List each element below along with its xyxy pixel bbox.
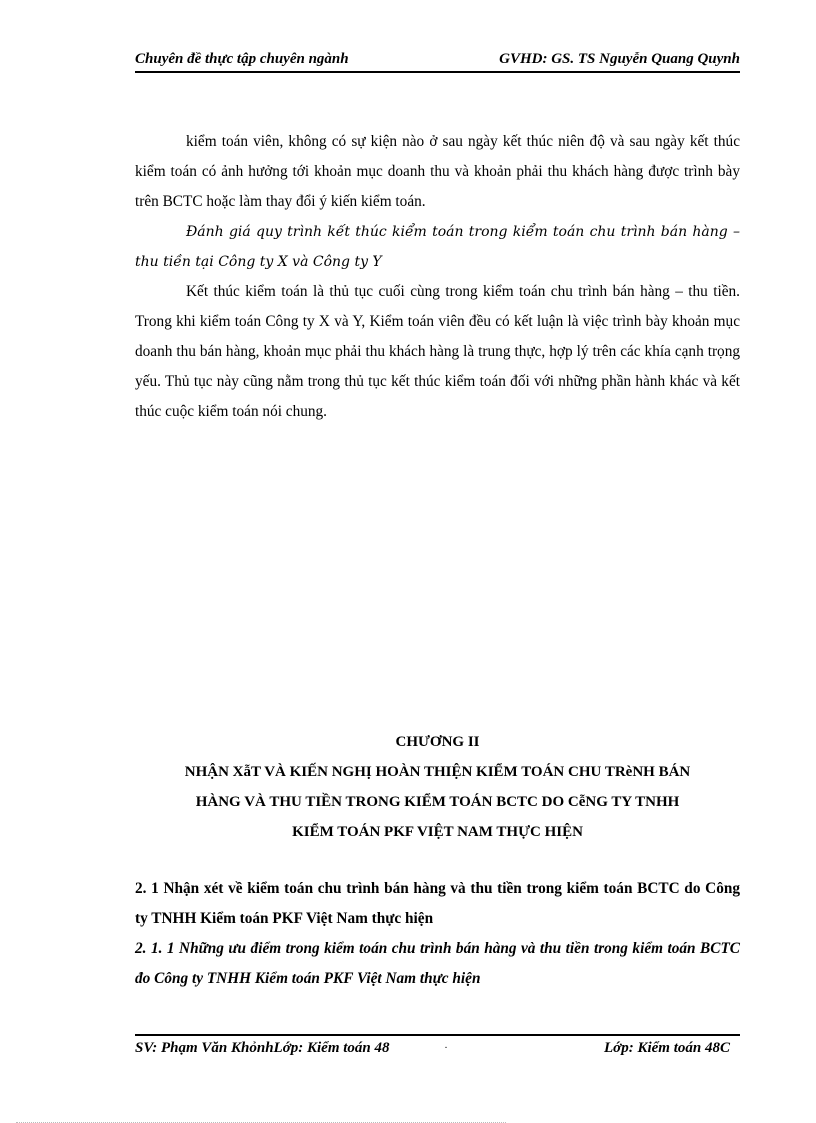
footer-dot: . xyxy=(445,1040,448,1051)
header-supervisor: GVHD: GS. TS Nguyễn Quang Quynh xyxy=(499,51,740,67)
section-heading-2-1-1: 2. 1. 1 Những ưu điểm trong kiểm toán chu trình bán hàng và thu tiền trong kiểm toán BCTC đo Công ty TNHH Kiểm toán PKF Việt Nam thực hiện xyxy=(135,940,740,987)
header-document-title: Chuyên đề thực tập chuyên ngành xyxy=(135,51,349,67)
page-footer xyxy=(135,1040,740,1062)
chapter-title-line: NHẬN XẫT VÀ KIẾN NGHỊ HOÀN THIỆN KIỂM TOÁN CHU TRèNH BÁN xyxy=(184,764,691,780)
footer-divider xyxy=(135,1034,740,1036)
chapter-number: CHƯƠNG II xyxy=(395,734,480,750)
body-text xyxy=(135,127,740,427)
footer-class: Lớp: Kiểm toán 48C xyxy=(604,1040,730,1056)
chapter-title-line: HÀNG VÀ THU TIỀN TRONG KIỂM TOÁN BCTC DO CễNG TY TNHH xyxy=(195,794,680,810)
paragraph-subheading-evaluation: Đánh giá quy trình kết thúc kiểm toán trong kiểm toán chu trình bán hàng – thu tiền tại Công ty X và Công ty Y xyxy=(135,224,740,270)
paragraph-conclusion: kiểm toán viên, không có sự kiện nào ở sau ngày kết thúc niên độ và sau ngày kết thúc kiểm toán có ảnh hưởng tới khoản mục doanh thu và khoản phải thu khách hàng được trình bày trên BCTC hoặc làm thay đổi ý kiến kiểm toán. xyxy=(135,133,740,210)
page-header xyxy=(135,49,740,71)
section-heading-2-1: 2. 1 Nhận xét về kiểm toán chu trình bán hàng và thu tiền trong kiểm toán BCTC do Công ty TNHH Kiểm toán PKF Việt Nam thực hiện xyxy=(135,880,740,927)
chapter-title-line: KIỂM TOÁN PKF VIỆT NAM THỰC HIỆN xyxy=(292,824,583,840)
header-divider xyxy=(135,71,740,73)
chapter-heading xyxy=(135,727,740,847)
footer-student: SV: Phạm Văn KhỏnhLớp: Kiểm toán 48 xyxy=(135,1040,390,1056)
paragraph-closing-audit: Kết thúc kiểm toán là thủ tục cuối cùng trong kiểm toán chu trình bán hàng – thu tiền. Trong khi kiểm toán Công ty X và Y, Kiểm toán viên đều có kết luận là việc trình bày khoản mục doanh thu bán hàng, khoản mục phải thu khách hàng là trung thực, hợp lý trên các khía cạnh trọng yếu. Thủ tục này cũng nằm trong thủ tục kết thúc kiểm toán đối với những phần hành khác và kết thúc cuộc kiểm toán nói chung. xyxy=(135,283,740,420)
